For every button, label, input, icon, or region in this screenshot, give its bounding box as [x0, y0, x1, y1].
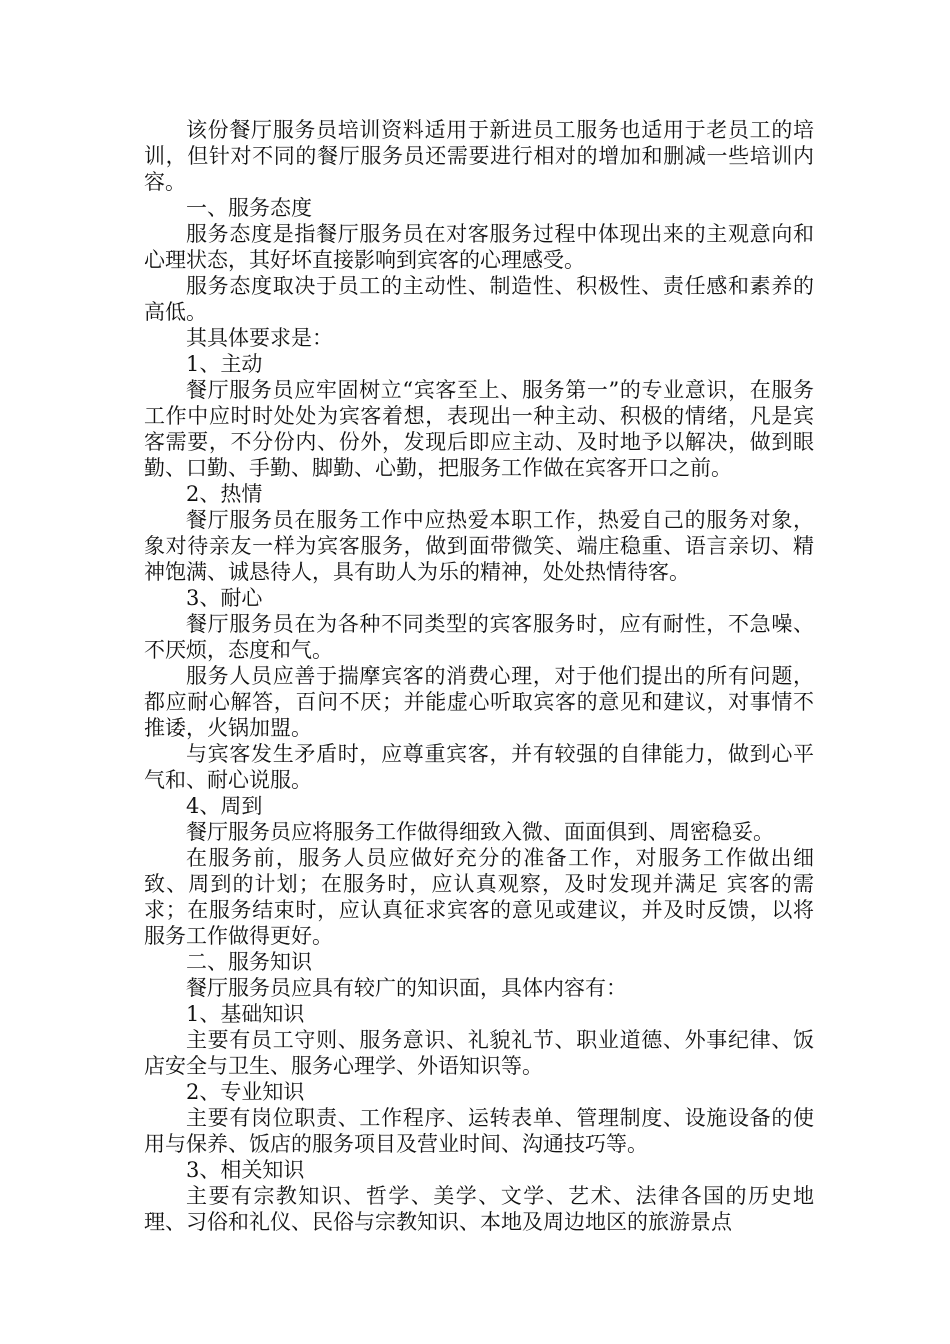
subheading-thoroughness: 4、周到: [186, 794, 263, 818]
paragraph: 餐厅服务员在服务工作中应热爱本职工作，热爱自己的服务对象，象对待亲友一样为宾客服务，做到面带微笑、端庄稳重、语言亲切、精神饱满、诚恳待人，具有助人为乐的精神，处处热情待客。: [144, 508, 814, 584]
paragraph: 服务态度取决于员工的主动性、制造性、积极性、责任感和素养的高低。: [144, 274, 814, 324]
paragraph: 餐厅服务员应将服务工作做得细致入微、面面俱到、周密稳妥。: [186, 820, 774, 844]
subheading-patience: 3、耐心: [186, 586, 263, 610]
paragraph: 主要有宗教知识、哲学、美学、文学、艺术、法律各国的历史地理、习俗和礼仪、民俗与宗教知识、本地及周边地区的旅游景点: [144, 1184, 814, 1234]
paragraph: 服务人员应善于揣摩宾客的消费心理，对于他们提出的所有问题，都应耐心解答，百问不厌；并能虚心听取宾客的意见和建议，对事情不推诿，火锅加盟。: [144, 664, 814, 740]
paragraph: 与宾客发生矛盾时，应尊重宾客，并有较强的自律能力，做到心平气和、耐心说服。: [144, 742, 814, 792]
paragraph: 服务态度是指餐厅服务员在对客服务过程中体现出来的主观意向和心理状态，其好坏直接影响到宾客的心理感受。: [144, 222, 814, 272]
subheading-proactive: 1、主动: [186, 352, 263, 376]
document-body: [144, 117, 814, 1235]
intro-paragraph: 该份餐厅服务员培训资料适用于新进员工服务也适用于老员工的培训，但针对不同的餐厅服务员还需要进行相对的增加和删减一些培训内容。: [144, 118, 814, 194]
paragraph: 餐厅服务员应具有较广的知识面，具体内容有：: [186, 976, 627, 1000]
paragraph: 餐厅服务员在为各种不同类型的宾客服务时，应有耐性，不急噪、不厌烦，态度和气。: [144, 612, 814, 662]
paragraph: 主要有岗位职责、工作程序、运转表单、管理制度、设施设备的使用与保养、饭店的服务项目及营业时间、沟通技巧等。: [144, 1106, 814, 1156]
paragraph: 主要有员工守则、服务意识、礼貌礼节、职业道德、外事纪律、饭店安全与卫生、服务心理学、外语知识等。: [144, 1028, 814, 1078]
subheading-professional-knowledge: 2、专业知识: [186, 1080, 305, 1104]
section-heading-service-knowledge: 二、服务知识: [186, 950, 312, 974]
subheading-basic-knowledge: 1、基础知识: [186, 1002, 305, 1026]
paragraph: 在服务前，服务人员应做好充分的准备工作，对服务工作做出细致、周到的计划；在服务时，应认真观察，及时发现并满足 宾客的需求；在服务结束时，应认真征求宾客的意见或建议，并及时反馈，以将服务工作做得更好。: [144, 846, 814, 948]
section-heading-service-attitude: 一、服务态度: [186, 196, 312, 220]
paragraph: 餐厅服务员应牢固树立“宾客至上、服务第一”的专业意识，在服务工作中应时时处处为宾客着想，表现出一种主动、积极的情绪，凡是宾客需要，不分份内、份外，发现后即应主动、及时地予以解决，做到眼勤、口勤、手勤、脚勤、心勤，把服务工作做在宾客开口之前。: [144, 378, 814, 480]
subheading-enthusiasm: 2、热情: [186, 482, 263, 506]
subheading-related-knowledge: 3、相关知识: [186, 1158, 305, 1182]
paragraph: 其具体要求是：: [186, 326, 333, 350]
